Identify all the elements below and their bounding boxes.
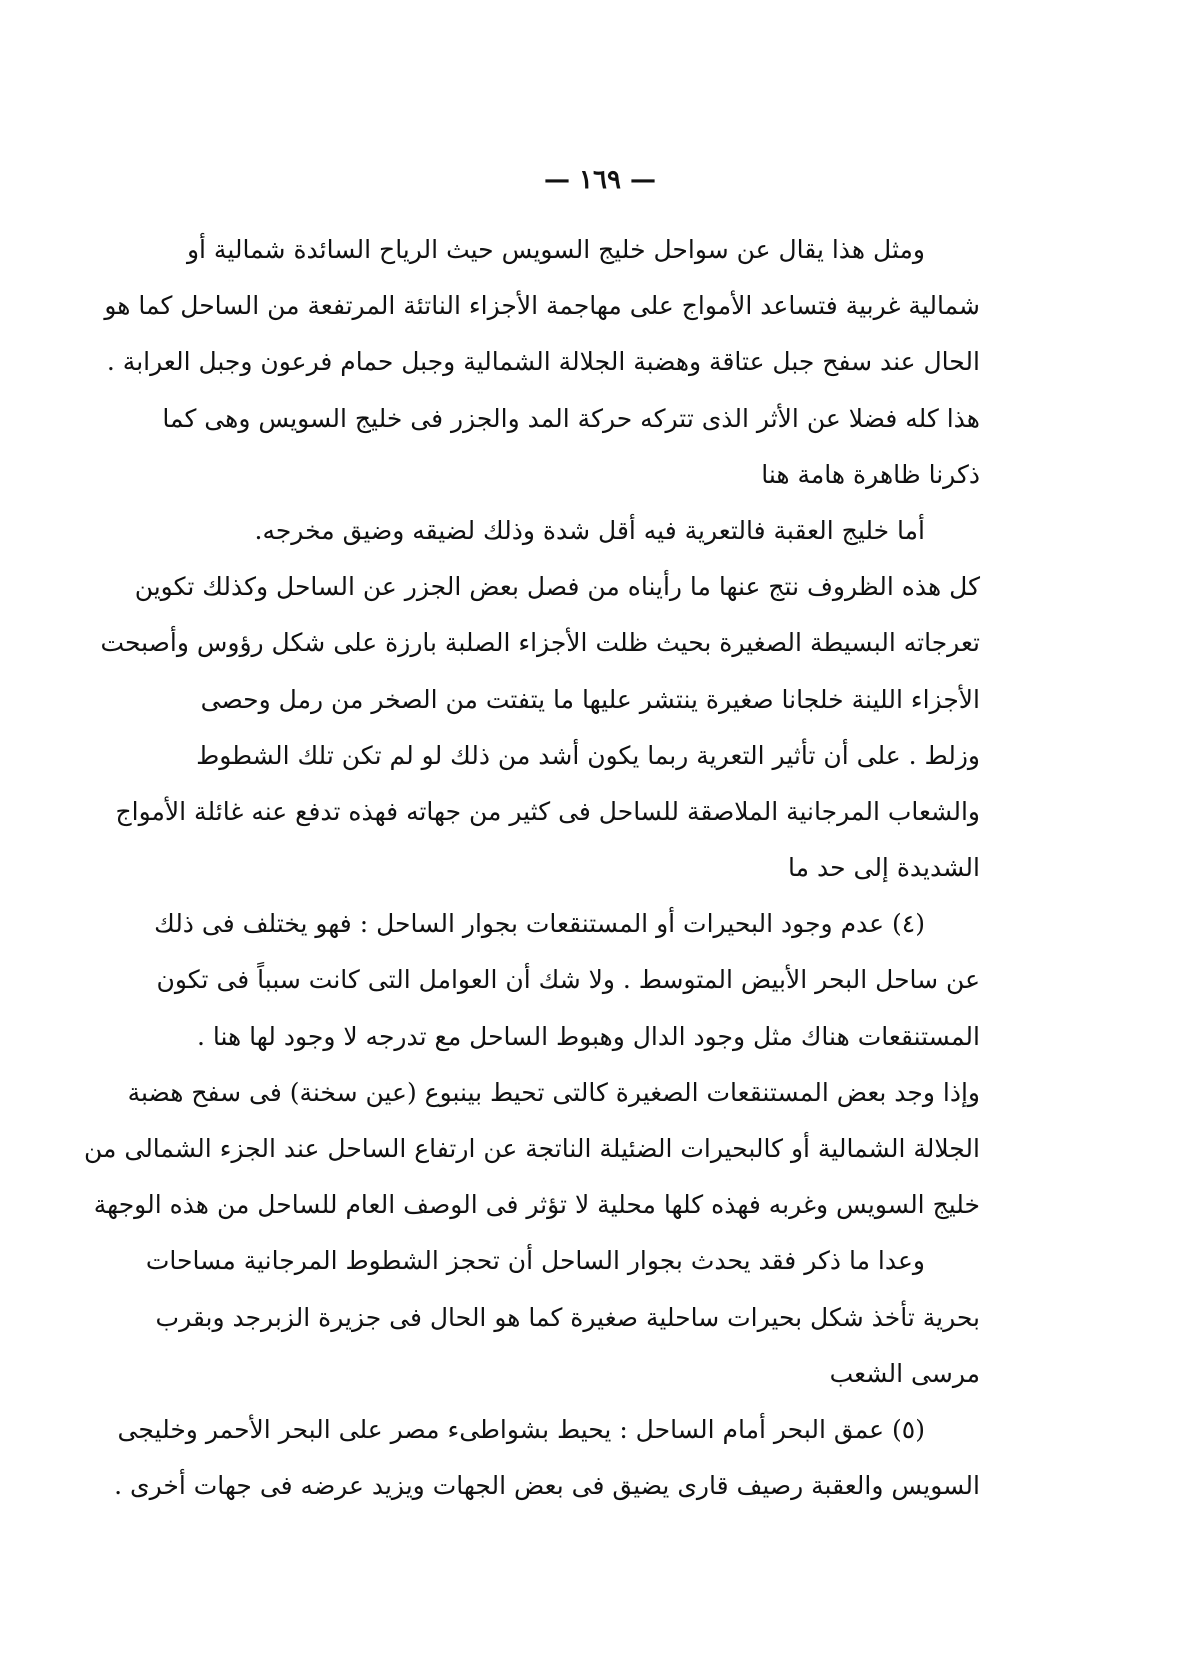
page-number: — ١٦٩ — [543,165,657,195]
text-line: بحرية تأخذ شكل بحيرات ساحلية صغيرة كما هو الحال فى جزيرة الزبرجد وبقرب [155,1302,980,1332]
text-line: الجلالة الشمالية أو كالبحيرات الضئيلة الناتجة عن ارتفاع الساحل عند الجزء الشمالى من [83,1134,980,1163]
text-line: والشعاب المرجانية الملاصقة للساحل فى كثير من جهاته فهذه تدفع عنه غائلة الأمواج [115,796,980,826]
text-line: أما خليج العقبة فالتعرية فيه أقل شدة وذلك لضيقه وضيق مخرجه. [254,515,925,545]
text-line: عن ساحل البحر الأبيض المتوسط . ولا شك أن العوامل التى كانت سبباً فى تكون [156,965,980,995]
text-line: وإذا وجد بعض المستنقعات الصغيرة كالتى تحيط بينبوع (عين سخنة) فى سفح هضبة [127,1077,980,1107]
text-line: الحال عند سفح جبل عتاقة وهضبة الجلالة الشمالية وجبل حمام فرعون وجبل العرابة . [106,347,980,377]
text-line: تعرجاته البسيطة الصغيرة بحيث ظلت الأجزاء الصلبة بارزة على شكل رؤوس وأصبحت [100,628,980,658]
text-line: (٤) عدم وجود البحيرات أو المستنقعات بجوار الساحل : فهو يختلف فى ذلك [154,909,925,939]
text-line: شمالية غربية فتساعد الأمواج على مهاجمة الأجزاء الناتئة المرتفعة من الساحل كما هو [104,291,980,321]
text-line: السويس والعقبة رصيف قارى يضيق فى بعض الجهات ويزيد عرضه فى جهات أخرى . [114,1471,980,1501]
text-line: وزلط . على أن تأثير التعرية ربما يكون أشد من ذلك لو لم تكن تلك الشطوط [196,740,980,770]
text-line: مرسى الشعب [829,1358,980,1388]
text-line: ومثل هذا يقال عن سواحل خليج السويس حيث الرياح السائدة شمالية أو [186,235,925,264]
body-text [83,222,980,1514]
text-line: هذا كله فضلا عن الأثر الذى تتركه حركة المد والجزر فى خليج السويس وهى كما [162,403,980,433]
text-line: ذكرنا ظاهرة هامة هنا [761,459,980,489]
text-line: خليج السويس وغربه فهذه كلها محلية لا تؤثر فى الوصف العام للساحل من هذه الوجهة [93,1190,980,1220]
text-line: كل هذه الظروف نتج عنها ما رأيناه من فصل بعض الجزر عن الساحل وكذلك تكوين [134,572,980,602]
text-line: وعدا ما ذكر فقد يحدث بجوار الساحل أن تحجز الشطوط المرجانية مساحات [145,1246,925,1276]
text-line: المستنقعات هناك مثل وجود الدال وهبوط الساحل مع تدرجه لا وجود لها هنا . [196,1021,980,1051]
text-line: (٥) عمق البحر أمام الساحل : يحيط بشواطىء مصر على البحر الأحمر وخليجى [117,1414,925,1444]
text-line: الشديدة إلى حد ما [788,853,980,883]
text-line: الأجزاء اللينة خلجانا صغيرة ينتشر عليها ما يتفتت من الصخر من رمل وحصى [200,684,980,714]
